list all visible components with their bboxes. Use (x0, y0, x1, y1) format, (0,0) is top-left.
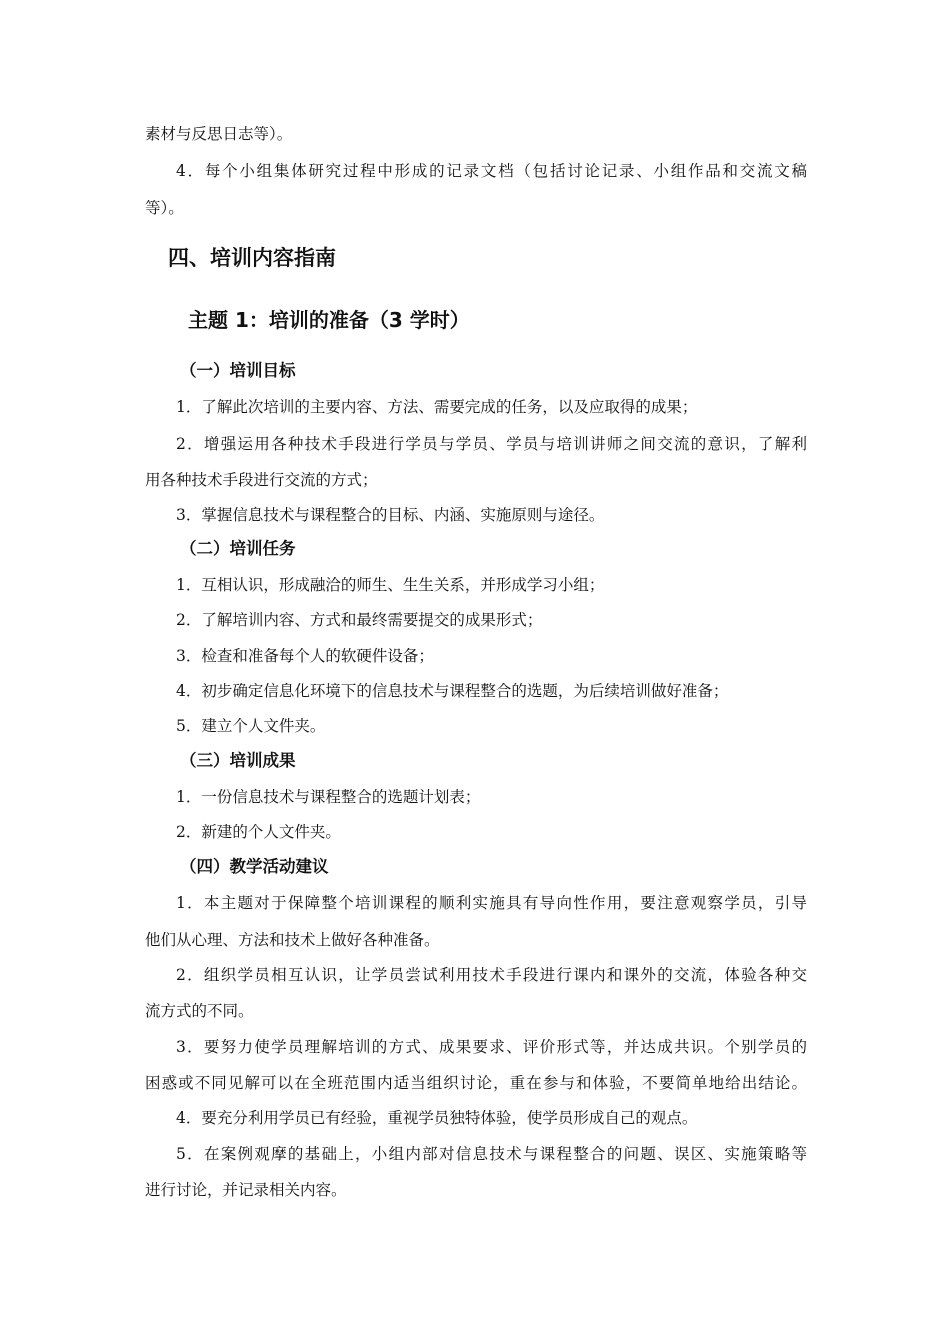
list-item-line: 流方式的不同。 (145, 1002, 254, 1020)
list-item-line: 2．增强运用各种技术手段进行学员与学员、学员与培训讲师之间交流的意识，了解利 (176, 435, 807, 453)
list-item: 4．初步确定信息化环境下的信息技术与课程整合的选题，为后续培训做好准备； (176, 682, 729, 700)
list-item-line: 4．每个小组集体研究过程中形成的记录文档（包括讨论记录、小组作品和交流文稿 (176, 162, 807, 180)
list-item: 2．了解培训内容、方式和最终需要提交的成果形式； (176, 611, 543, 629)
list-item-line: 1．本主题对于保障整个培训课程的顺利实施具有导向性作用，要注意观察学员，引导 (176, 894, 807, 912)
subsection-heading: （二）培训任务 (180, 539, 296, 558)
list-item-line: 5．在案例观摩的基础上，小组内部对信息技术与课程整合的问题、误区、实施策略等 (176, 1145, 807, 1163)
list-item: 5．建立个人文件夹。 (176, 717, 326, 735)
subsection-heading: （四）教学活动建议 (180, 857, 329, 876)
list-item-line: 他们从心理、方法和技术上做好各种准备。 (145, 931, 440, 949)
subsection-heading: （一）培训目标 (180, 361, 296, 380)
list-item-line: 3．要努力使学员理解培训的方式、成果要求、评价形式等，并达成共识。个别学员的 (176, 1038, 807, 1056)
list-item: 1．一份信息技术与课程整合的选题计划表； (176, 788, 481, 806)
subsection-heading: （三）培训成果 (180, 751, 296, 770)
list-item-line: 困惑或不同见解可以在全班范围内适当组织讨论，重在参与和体验，不要简单地给出结论。 (145, 1074, 807, 1092)
list-item: 3．检查和准备每个人的软硬件设备； (176, 647, 434, 665)
list-item: 4．要充分利用学员已有经验，重视学员独特体验，使学员形成自己的观点。 (176, 1109, 698, 1127)
section-heading: 四、培训内容指南 (168, 246, 336, 270)
list-item-line: 进行讨论，并记录相关内容。 (145, 1181, 347, 1199)
list-item: 1．了解此次培训的主要内容、方法、需要完成的任务，以及应取得的成果； (176, 398, 698, 416)
list-item: 3．掌握信息技术与课程整合的目标、内涵、实施原则与途径。 (176, 506, 605, 524)
list-item-line: 等）。 (145, 199, 184, 217)
list-item-line: 2．组织学员相互认识，让学员尝试利用技术手段进行课内和课外的交流，体验各种交 (176, 966, 807, 984)
topic-heading: 主题 1：培训的准备（3 学时） (188, 308, 470, 332)
list-item-line: 用各种技术手段进行交流的方式； (145, 471, 378, 489)
list-item: 1．互相认识，形成融洽的师生、生生关系，并形成学习小组； (176, 576, 605, 594)
paragraph-continuation: 素材与反思日志等）。 (145, 125, 293, 143)
list-item: 2．新建的个人文件夹。 (176, 823, 341, 841)
